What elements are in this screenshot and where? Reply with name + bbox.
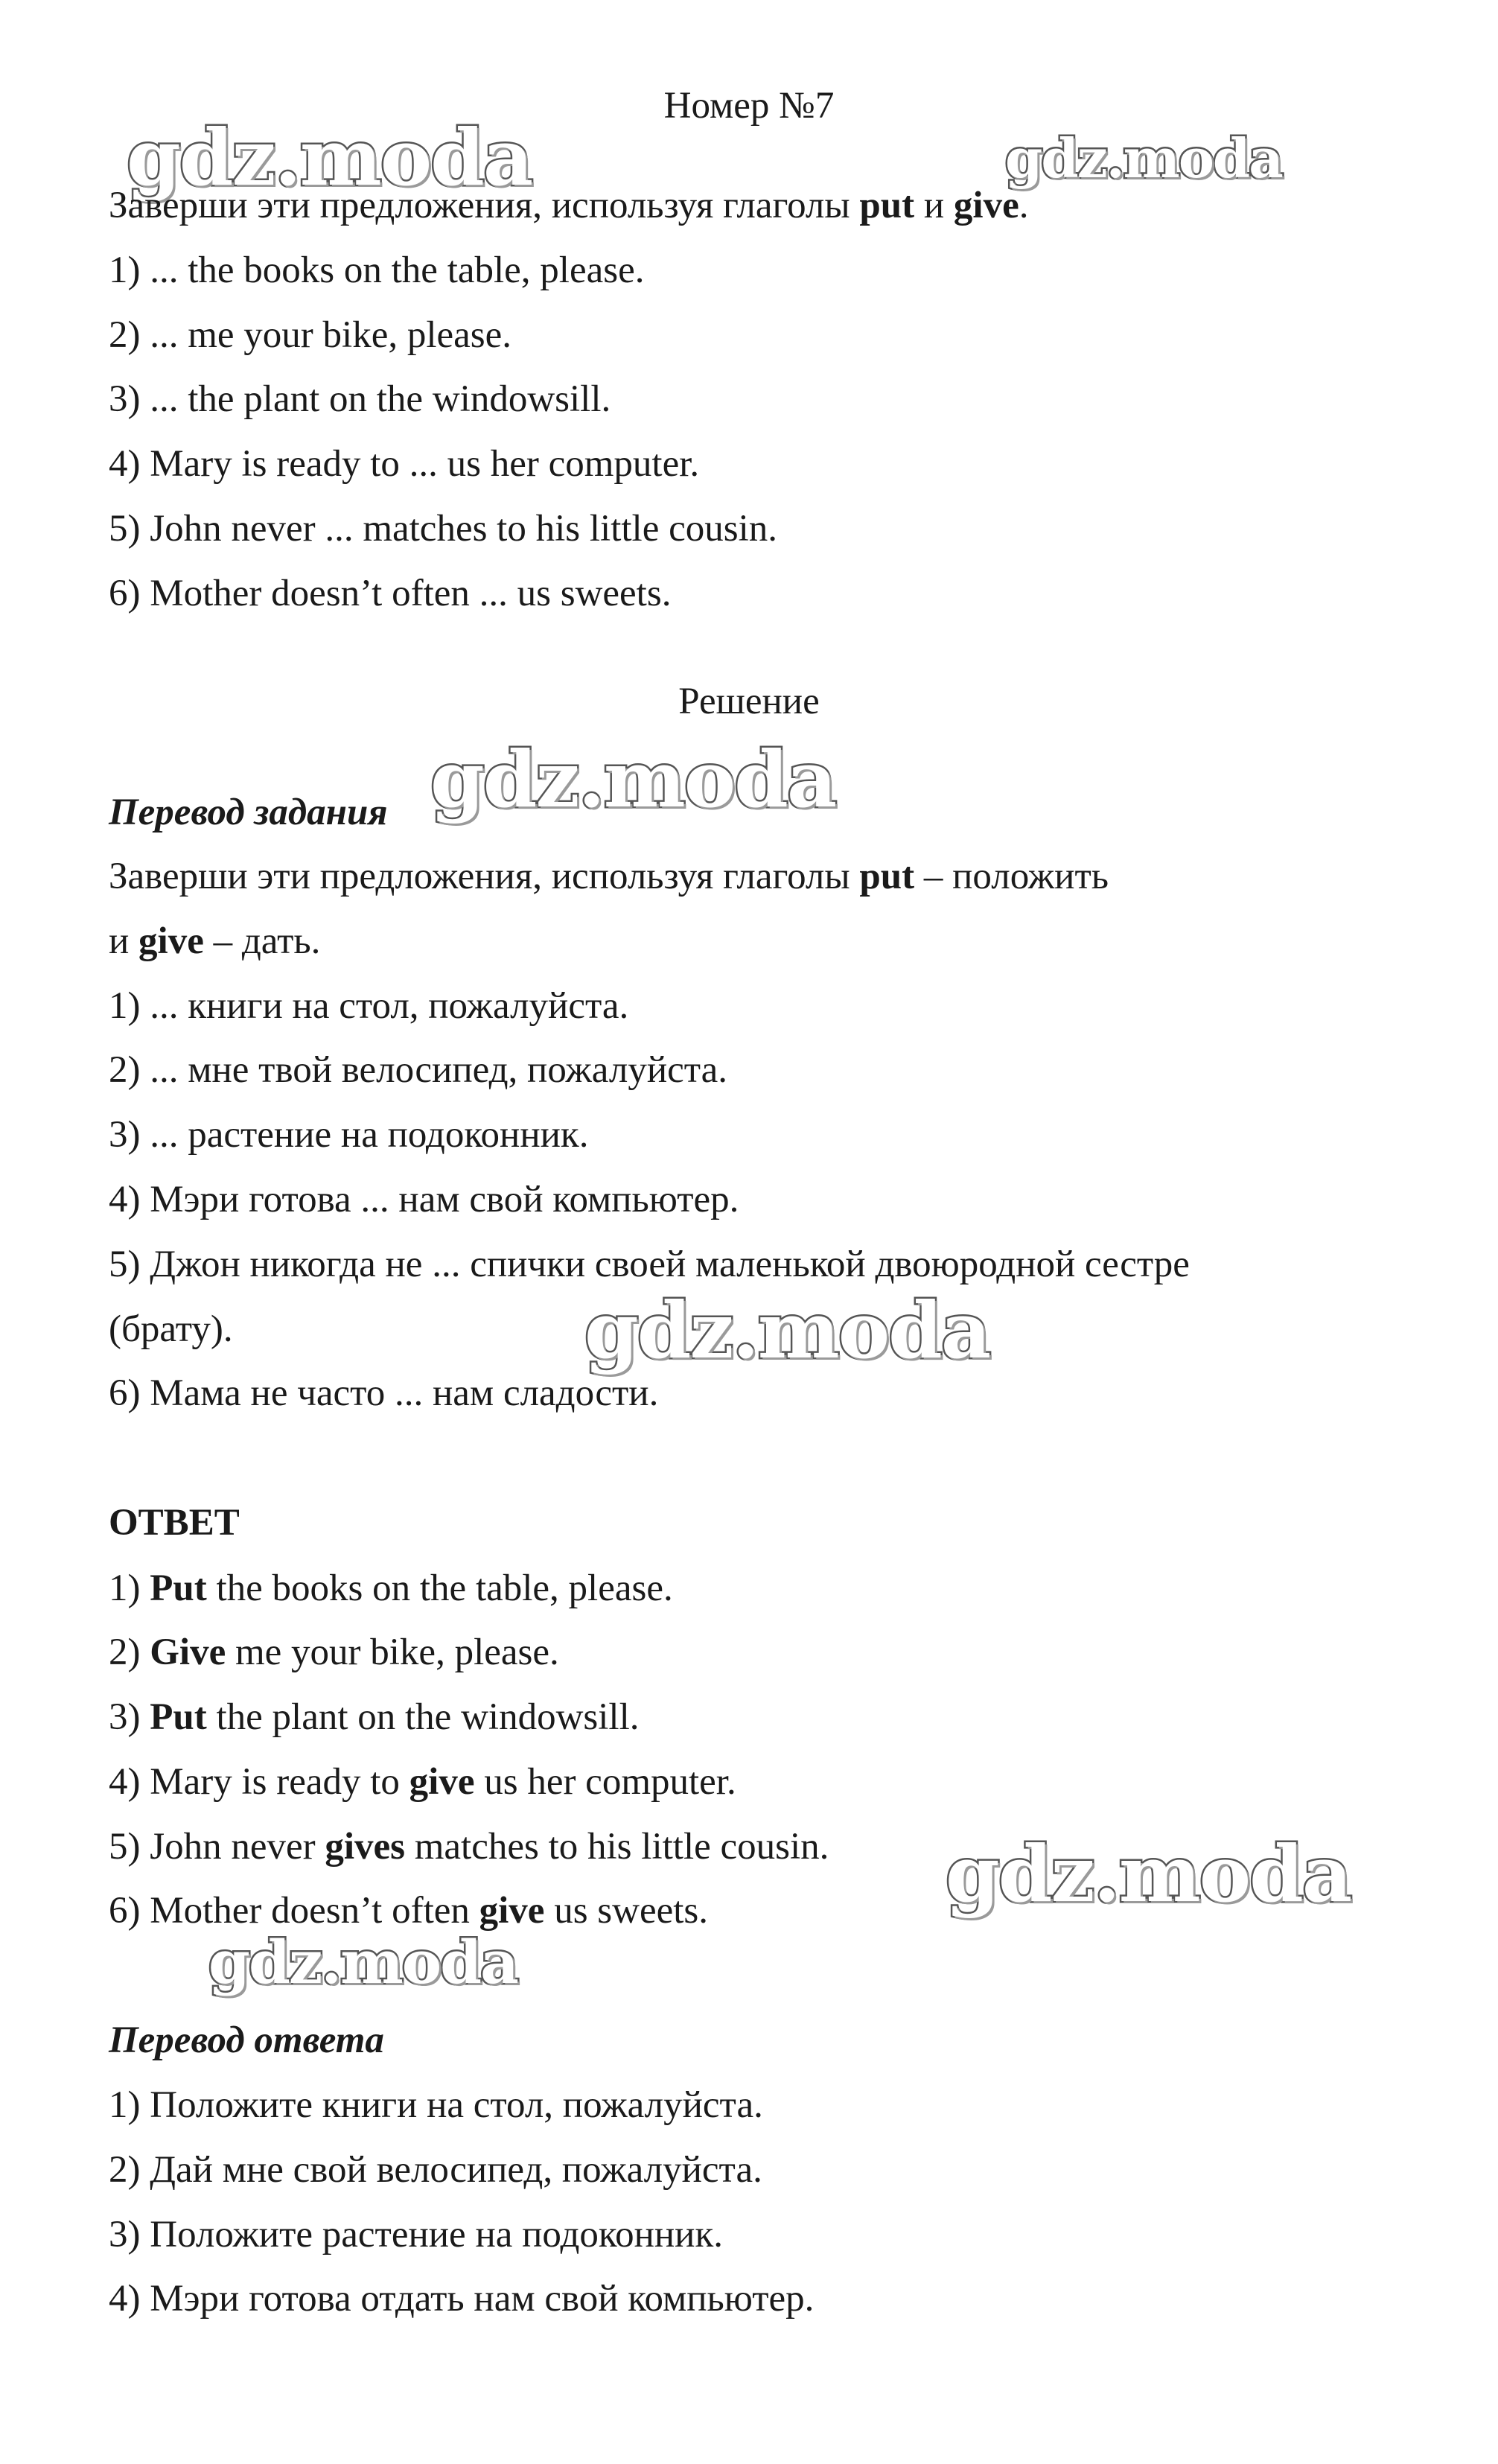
verb-give: give — [953, 185, 1019, 226]
translation-item: (брату). — [109, 1308, 233, 1350]
watermark-logo: gdz.moda — [946, 1828, 1351, 1920]
answer-text: matches to his little cousin. — [405, 1826, 829, 1868]
solution-title: Решение — [678, 681, 820, 722]
answer-verb: Put — [150, 1567, 207, 1609]
verb-give: give — [138, 920, 204, 962]
task-item: 2) ... me your bike, please. — [109, 314, 512, 356]
instruction-text: – дать. — [203, 920, 321, 962]
answer-translation-item: 4) Мэри готова отдать нам свой компьютер. — [109, 2278, 815, 2320]
watermark-logo: gdz.moda — [430, 733, 836, 825]
task-item: 6) Mother doesn’t often ... us sweets. — [109, 573, 672, 614]
answer-text: the books on the table, please. — [206, 1567, 673, 1609]
translation-item: 5) Джон никогда не ... спички своей маленькой двоюродной сестре — [109, 1244, 1190, 1285]
instruction-text: Заверши эти предложения, используя глаголы — [109, 856, 860, 897]
answer-text: me your bike, please. — [226, 1631, 559, 1673]
watermark-logo: gdz.moda — [584, 1284, 990, 1376]
watermark-logo: gdz.moda — [208, 1927, 517, 1997]
instruction-text: Заверши эти предложения, используя глаголы — [109, 185, 860, 226]
translation-heading: Перевод задания — [109, 792, 388, 833]
translation-item: 1) ... книги на стол, пожалуйста. — [109, 985, 629, 1027]
answer-text: 6) Mother doesn’t often — [109, 1890, 479, 1932]
answer-heading: ОТВЕТ — [109, 1502, 240, 1544]
task-item: 5) John never ... matches to his little cousin. — [109, 508, 778, 550]
answer-text: 2) — [109, 1631, 150, 1673]
answer-text: us her computer. — [474, 1761, 736, 1803]
answer-translation-item: 2) Дай мне свой велосипед, пожалуйста. — [109, 2149, 762, 2191]
instruction-text: – положить — [914, 856, 1109, 897]
task-instruction — [109, 182, 1028, 229]
answer-translation-item: 1) Положите книги на стол, пожалуйста. — [109, 2084, 763, 2126]
answer-text: 3) — [109, 1696, 150, 1738]
instruction-text: и — [109, 920, 139, 962]
answer-verb: gives — [325, 1826, 405, 1868]
task-number: Номер №7 — [663, 85, 835, 127]
translation-item: 6) Мама не часто ... нам сладости. — [109, 1372, 659, 1414]
translation-instruction-line2 — [109, 918, 320, 964]
answer-item — [109, 1629, 559, 1675]
answer-item — [109, 1888, 708, 1934]
answer-verb: Put — [150, 1696, 207, 1738]
answer-item — [109, 1565, 673, 1611]
translation-instruction — [109, 853, 1109, 900]
verb-put: put — [859, 185, 915, 226]
translation-item: 3) ... растение на подоконник. — [109, 1114, 589, 1156]
translation-item: 4) Мэри готова ... нам свой компьютер. — [109, 1179, 739, 1220]
answer-text: us sweets. — [544, 1890, 709, 1932]
answer-translation-heading: Перевод ответа — [109, 2019, 384, 2061]
task-item: 1) ... the books on the table, please. — [109, 249, 645, 291]
answer-verb: Give — [150, 1631, 226, 1673]
answer-item — [109, 1759, 736, 1805]
answer-verb: give — [409, 1761, 475, 1803]
answer-text: the plant on the windowsill. — [206, 1696, 640, 1738]
answer-text: 5) John never — [109, 1826, 325, 1868]
translation-item: 2) ... мне твой велосипед, пожалуйста. — [109, 1049, 728, 1091]
watermark-logo: gdz.moda — [127, 112, 532, 203]
answer-item — [109, 1824, 829, 1870]
task-item: 4) Mary is ready to ... us her computer. — [109, 443, 700, 485]
watermark-logo: gdz.moda — [1005, 127, 1282, 190]
answer-verb: give — [479, 1890, 545, 1932]
answer-translation-item: 3) Положите растение на подоконник. — [109, 2214, 723, 2256]
verb-put: put — [859, 856, 915, 897]
answer-item — [109, 1694, 640, 1740]
instruction-text: и — [914, 185, 954, 226]
task-item: 3) ... the plant on the windowsill. — [109, 378, 611, 420]
answer-text: 4) Mary is ready to — [109, 1761, 409, 1803]
instruction-text: . — [1019, 185, 1029, 226]
answer-text: 1) — [109, 1567, 150, 1609]
